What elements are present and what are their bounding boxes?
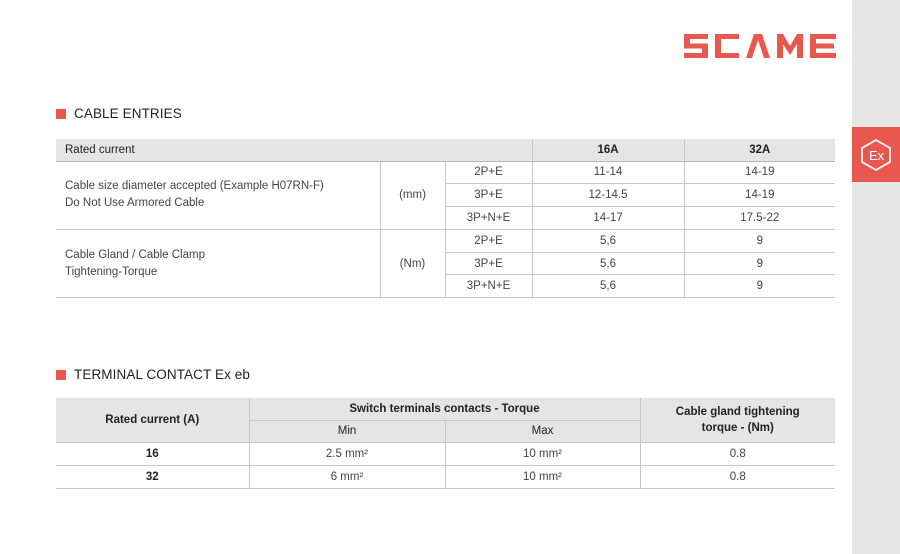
unit-nm: (Nm) [380, 229, 445, 297]
value-16a: 14-17 [532, 207, 684, 230]
ex-label: Ex [869, 147, 885, 163]
value-32a: 14-19 [684, 184, 835, 207]
rated-current-value: 32 [56, 465, 249, 488]
table-row [56, 161, 835, 184]
desc-line: Do Not Use Armored Cable [65, 197, 205, 210]
pole-config: 3P+N+E [445, 207, 532, 230]
value-16a: 11-14 [532, 161, 684, 184]
pole-config: 2P+E [445, 229, 532, 252]
value-32a: 17.5-22 [684, 207, 835, 230]
min-value: 2.5 mm² [249, 442, 445, 465]
min-value: 6 mm² [249, 465, 445, 488]
max-value: 10 mm² [445, 465, 640, 488]
table-header [56, 139, 835, 161]
desc-line: Cable size diameter accepted (Example H07RN-F) [65, 180, 324, 193]
gland-value: 0.8 [640, 442, 835, 465]
scame-logo [684, 34, 836, 58]
ex-tab[interactable] [852, 127, 900, 182]
col-32a-header: 32A [684, 139, 835, 161]
table-row [56, 442, 835, 465]
value-32a: 14-19 [684, 161, 835, 184]
gland-value: 0.8 [640, 465, 835, 488]
header-line: Cable gland tightening [675, 405, 800, 418]
value-16a: 5,6 [532, 275, 684, 298]
min-header: Min [249, 420, 445, 442]
value-32a: 9 [684, 252, 835, 275]
value-32a: 9 [684, 229, 835, 252]
cable-entries-table [56, 139, 835, 298]
value-16a: 5,6 [532, 229, 684, 252]
table-row [56, 465, 835, 488]
pole-config: 2P+E [445, 161, 532, 184]
terminal-contact-table [56, 398, 835, 489]
value-16a: 5,6 [532, 252, 684, 275]
table-header [56, 398, 835, 420]
terminal-contact-title-text: TERMINAL CONTACT Ex eb [74, 367, 250, 382]
table-row [56, 229, 835, 252]
unit-mm: (mm) [380, 161, 445, 229]
side-strip [852, 0, 900, 554]
cable-size-description [56, 161, 380, 229]
ex-atex-icon [858, 137, 894, 173]
desc-line: Cable Gland / Cable Clamp [65, 248, 205, 261]
pole-config: 3P+N+E [445, 275, 532, 298]
max-value: 10 mm² [445, 442, 640, 465]
cable-entries-title-text: CABLE ENTRIES [74, 106, 182, 121]
terminal-contact-title [56, 367, 250, 382]
max-header: Max [445, 420, 640, 442]
title-bullet [56, 370, 66, 380]
gland-torque-header [640, 398, 835, 442]
value-32a: 9 [684, 275, 835, 298]
rated-current-header: Rated current [56, 139, 532, 161]
rated-current-header: Rated current (A) [56, 398, 249, 442]
torque-description [56, 229, 380, 297]
rated-current-value: 16 [56, 442, 249, 465]
title-bullet [56, 109, 66, 119]
col-16a-header: 16A [532, 139, 684, 161]
header-line: torque - (Nm) [701, 421, 774, 434]
cable-entries-title [56, 106, 182, 121]
desc-line: Tightening-Torque [65, 265, 158, 278]
value-16a: 12-14.5 [532, 184, 684, 207]
switch-torque-header: Switch terminals contacts - Torque [249, 398, 640, 420]
pole-config: 3P+E [445, 184, 532, 207]
pole-config: 3P+E [445, 252, 532, 275]
